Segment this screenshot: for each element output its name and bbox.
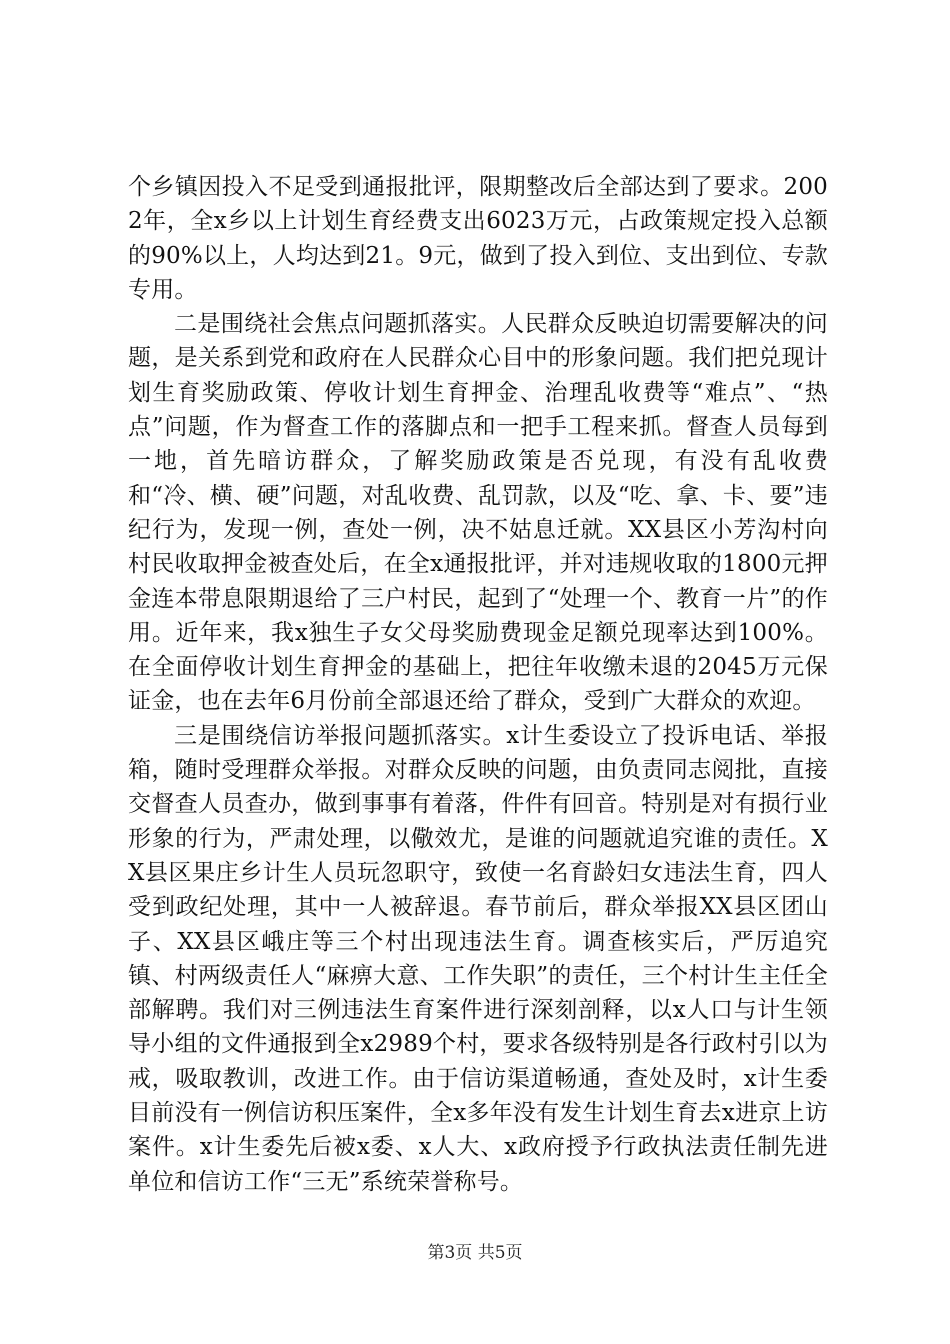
paragraph-social-issues: 二是围绕社会焦点问题抓落实。人民群众反映迫切需要解决的问题，是关系到党和政府在人民群众心目中的形象问题。我们把兑现计划生育奖励政策、停收计划生育押金、治理乱收费等“难点”、“热点”问题，作为督查工作的落脚点和一把手工程来抓。督查人员每到一地，首先暗访群众，了解奖励政策是否兑现，有没有乱收费和“冷、横、硬”问题，对乱收费、乱罚款，以及“吃、拿、卡、要”违纪行为，发现一例，查处一例，决不姑息迁就。XX县区小芳沟村向村民收取押金被查处后，在全x通报批评，并对违规收取的1800元押金连本带息限期退给了三户村民，起到了“处理一个、教育一片”的作用。近年来，我x独生子女父母奖励费现金足额兑现率达到100%。在全面停收计划生育押金的基础上，把往年收缴未退的2045万元保证金，也在去年6月份前全部退还给了群众，受到广大群众的欢迎。: [128, 311, 828, 715]
page-number-footer: 第3页 共5页: [427, 1243, 523, 1263]
paragraph-petition-reports: 三是围绕信访举报问题抓落实。x计生委设立了投诉电话、举报箱，随时受理群众举报。对群众反映的问题，由负责同志阅批，直接交督查人员查办，做到事事有着落，件件有回音。特别是对有损行业形象的行为，严肃处理，以儆效尤，是谁的问题就追究谁的责任。XX县区果庄乡计生人员玩忽职守，致使一名育龄妇女违法生育，四人受到政纪处理，其中一人被辞退。春节前后，群众举报XX县区团山子、XX县区峨庄等三个村出现违法生育。调查核实后，严厉追究镇、村两级责任人“麻痹大意、工作失职”的责任，三个村计生主任全部解聘。我们对三例违法生育案件进行深刻剖释，以x人口与计生领导小组的文件通报到全x2989个村，要求各级特别是各行政村引以为戒，吸取教训，改进工作。由于信访渠道畅通，查处及时，x计生委目前没有一例信访积压案件，全x多年没有发生计划生育去x进京上访案件。x计生委先后被x委、x人大、x政府授予行政执法责任制先进单位和信访工作“三无”系统荣誉称号。: [128, 722, 828, 1195]
paragraph-continuation: 个乡镇因投入不足受到通报批评，限期整改后全部达到了要求。2002年，全x乡以上计划生育经费支出6023万元，占政策规定投入总额的90%以上，人均达到21。9元，做到了投入到位、支出到位、专款专用。: [128, 174, 828, 303]
document-body: [128, 170, 828, 1199]
